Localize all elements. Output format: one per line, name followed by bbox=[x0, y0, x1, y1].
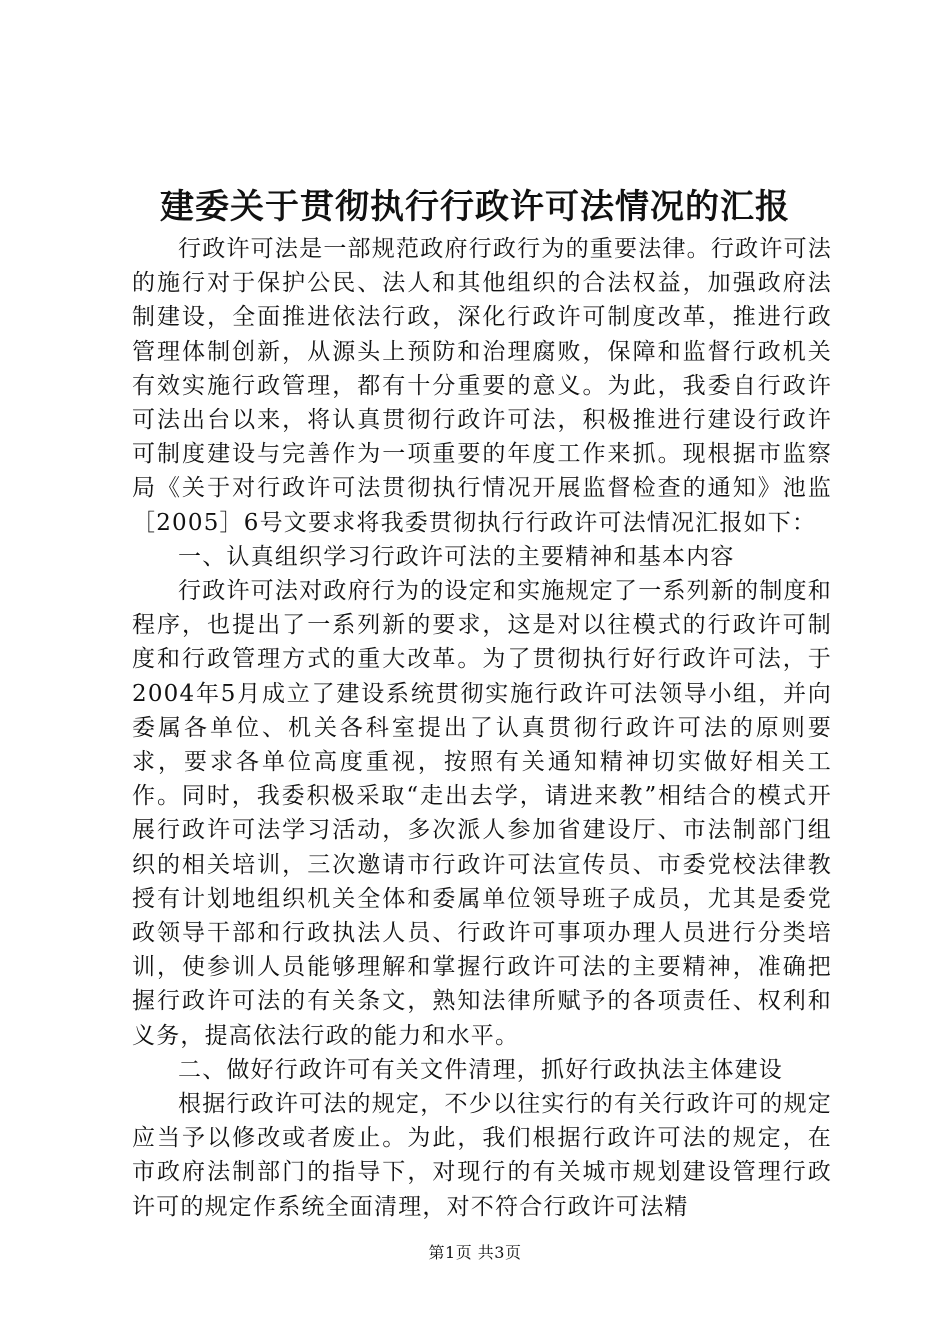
paragraph-intro: 行政许可法是一部规范政府行政行为的重要法律。行政许可法的施行对于保护公民、法人和其他组织的合法权益，加强政府法制建设，全面推进依法行政，深化行政许可制度改革，推进行政管理体制创新，从源头上预防和治理腐败，保障和监督行政机关有效实施行政管理，都有十分重要的意义。为此，我委自行政许可法出台以来，将认真贯彻行政许可法，积极推进行建设行政许可制度建设与完善作为一项重要的年度工作来抓。现根据市监察局《关于对行政许可法贯彻执行情况开展监督检查的通知》池监［2005］6号文要求将我委贯彻执行行政许可法情况汇报如下： bbox=[132, 236, 832, 536]
document-body bbox=[132, 232, 832, 1224]
page-footer bbox=[0, 1243, 950, 1263]
page-title: 建委关于贯彻执行行政许可法情况的汇报 bbox=[160, 187, 790, 227]
paragraph-section-1: 行政许可法对政府行为的设定和实施规定了一系列新的制度和程序，也提出了一系列新的要求，这是对以往模式的行政许可制度和行政管理方式的重大改革。为了贯彻执行好行政许可法，于2004年5月成立了建设系统贯彻实施行政许可法领导小组，并向委属各单位、机关各科室提出了认真贯彻行政许可法的原则要求，要求各单位高度重视，按照有关通知精神切实做好相关工作。同时，我委积极采取“走出去学，请进来教”相结合的模式开展行政许可法学习活动，多次派人参加省建设厅、市法制部门组织的相关培训，三次邀请市行政许可法宣传员、市委党校法律教授有计划地组织机关全体和委属单位领导班子成员，尤其是委党政领导干部和行政执法人员、行政许可事项办理人员进行分类培训，使参训人员能够理解和掌握行政许可法的主要精神，准确把握行政许可法的有关条文，熟知法律所赋予的各项责任、权利和义务，提高依法行政的能力和水平。 bbox=[132, 578, 832, 1049]
paragraph-section-2: 根据行政许可法的规定，不少以往实行的有关行政许可的规定应当予以修改或者废止。为此，我们根据行政许可法的规定，在市政府法制部门的指导下，对现行的有关城市规划建设管理行政许可的规定作系统全面清理，对不符合行政许可法精 bbox=[132, 1091, 832, 1220]
section-heading-1: 一、认真组织学习行政许可法的主要精神和基本内容 bbox=[178, 543, 735, 570]
section-heading-2: 二、做好行政许可有关文件清理，抓好行政执法主体建设 bbox=[178, 1056, 783, 1083]
page-indicator: 第1页 共3页 bbox=[428, 1243, 522, 1262]
